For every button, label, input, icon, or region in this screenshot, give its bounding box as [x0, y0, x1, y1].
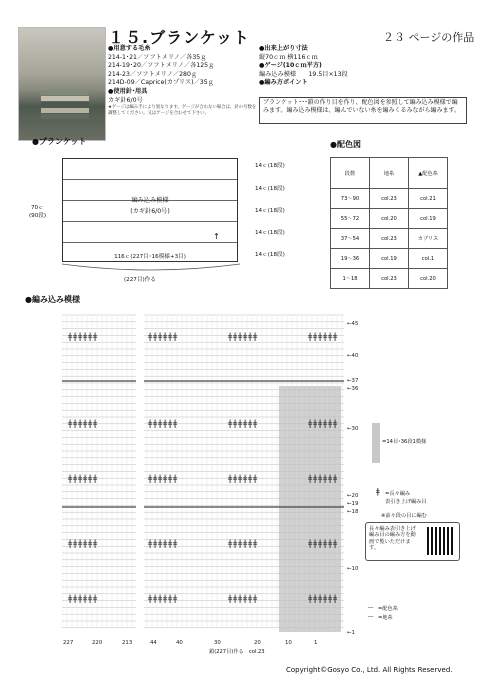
blanket-height: 70ｃ	[31, 205, 44, 211]
row-number: ←19	[347, 501, 359, 507]
blanket-pattern-label: 編み込み模様	[131, 197, 169, 204]
stitch-symbol: ǂ	[93, 474, 98, 484]
stitch-symbol: ǂ	[243, 332, 248, 342]
color-chart-heading: ●配色図	[330, 140, 361, 149]
stitch-symbol: ǂ	[248, 474, 253, 484]
stitch-symbol: ǂ	[83, 332, 88, 342]
blanket-height-rows: (90段)	[29, 213, 47, 219]
stitch-symbol: ǂ	[328, 539, 333, 549]
stitch-symbol: ǂ	[248, 419, 253, 429]
stitch-symbol: ǂ	[328, 594, 333, 604]
column-number: 30	[214, 640, 221, 646]
table-cell: col.23	[370, 229, 409, 249]
stitch-symbol: ǂ	[233, 419, 238, 429]
tree-icon: ▲	[418, 170, 423, 177]
stitch-symbol: ǂ	[83, 474, 88, 484]
stitch-symbol: ǂ	[158, 594, 163, 604]
stitch-symbol: ǂ	[73, 594, 78, 604]
table-header: 地糸	[370, 158, 409, 189]
stitch-symbol: ǂ	[318, 332, 323, 342]
row-number: ←10	[347, 566, 359, 572]
column-number: 213	[122, 640, 133, 646]
stitch-symbol: ǂ	[173, 474, 178, 484]
table-header: 段数	[331, 158, 370, 189]
stitch-symbol: ǂ	[308, 419, 313, 429]
stitch-symbol: ǂ	[83, 419, 88, 429]
stitch-symbol: ǂ	[78, 539, 83, 549]
row-label: 14ｃ(18段)	[255, 186, 285, 192]
stitch-symbol: ǂ	[78, 474, 83, 484]
stitch-symbol: ǂ	[253, 332, 258, 342]
stitch-symbol: ǂ	[323, 474, 328, 484]
row-number: ←20	[347, 493, 359, 499]
table-cell: col.19	[409, 209, 448, 229]
material-line: 214-1･21／ソフトメリノ／各35ｇ	[108, 53, 207, 61]
stitch-symbol: ǂ	[318, 594, 323, 604]
stitch-symbol: ǂ	[83, 594, 88, 604]
stitch-symbol: ǂ	[88, 419, 93, 429]
stitch-symbol: ǂ	[168, 474, 173, 484]
stitch-symbol: ǂ	[163, 332, 168, 342]
stitch-symbol: ǂ	[253, 539, 258, 549]
stitch-symbol: ǂ	[323, 419, 328, 429]
stitch-symbol: ǂ	[313, 539, 318, 549]
row-number: ←18	[347, 509, 359, 515]
stitch-symbol: ǂ	[318, 474, 323, 484]
stitch-symbol: ǂ	[78, 332, 83, 342]
stitch-symbol: ǂ	[173, 419, 178, 429]
table-cell: col.1	[409, 249, 448, 269]
repeat-swatch	[372, 423, 380, 463]
stitch-symbol: ǂ	[318, 539, 323, 549]
stitch-symbol: ǂ	[78, 594, 83, 604]
table-cell: 1〜18	[331, 269, 370, 289]
stitch-symbol: ǂ	[243, 474, 248, 484]
stitch-symbol: ǂ	[238, 474, 243, 484]
stitch-symbol: ǂ	[163, 474, 168, 484]
stitch-symbol: ǂ	[158, 332, 163, 342]
repeat-note: =14目･36段1模様	[382, 439, 427, 445]
column-number: 220	[92, 640, 103, 646]
stitch-symbol: ǂ	[238, 594, 243, 604]
row-number: ←37	[347, 378, 359, 384]
row-number: ←40	[347, 353, 359, 359]
column-number: 10	[285, 640, 292, 646]
stitch-symbol: ǂ	[78, 419, 83, 429]
stitch-symbol: ǂ	[323, 594, 328, 604]
copyright: Copyright©Gosyo Co., Ltd. All Rights Reserved.	[286, 666, 453, 674]
stitch-symbol: ǂ	[83, 539, 88, 549]
stitch-symbol: ǂ	[243, 594, 248, 604]
stitch-symbol: ǂ	[228, 594, 233, 604]
blanket-heading: ●ブランケット	[32, 137, 87, 146]
stitch-symbol: ǂ	[168, 332, 173, 342]
row-label: 14ｃ(18段)	[255, 252, 285, 258]
stitch-symbol: ǂ	[243, 419, 248, 429]
materials-heading: ●用意する毛糸	[108, 45, 151, 52]
stitch-symbol: ǂ	[253, 594, 258, 604]
stitch-note: 表引き上げ編み目	[385, 499, 427, 505]
material-line: 214D-09／Caprice(カプリス)／35ｇ	[108, 79, 214, 87]
stitch-symbol: ǂ	[248, 539, 253, 549]
table-cell: col.23	[370, 269, 409, 289]
tools-heading: ●使用針･用具	[108, 87, 148, 95]
row-label: 14ｃ(18段)	[255, 230, 285, 236]
pattern-start: 鎖(227目)作る col.23	[209, 649, 265, 655]
table-cell: col.19	[370, 249, 409, 269]
stitch-symbol: ǂ	[323, 332, 328, 342]
stitch-symbol: ǂ	[153, 332, 158, 342]
gauge-text: 編み込み模様 19.5目×13段	[259, 70, 348, 78]
stitch-symbol: ǂ	[148, 419, 153, 429]
stitch-symbol: ǂ	[248, 332, 253, 342]
stitch-symbol: ǂ	[308, 332, 313, 342]
stitch-symbol: ǂ	[333, 474, 338, 484]
table-cell: 19〜36	[331, 249, 370, 269]
stitch-symbol: ǂ	[93, 419, 98, 429]
stitch-symbol: ǂ	[308, 539, 313, 549]
table-cell: 73〜90	[331, 189, 370, 209]
stitch-symbol: ǂ	[328, 419, 333, 429]
stitch-symbol: ǂ	[308, 594, 313, 604]
legend-line-icon: ―	[368, 605, 374, 611]
stitch-symbol: ǂ	[233, 332, 238, 342]
stitch-symbol: ǂ	[148, 594, 153, 604]
stitch-symbol: ǂ	[163, 419, 168, 429]
stitch-symbol: ǂ	[173, 332, 178, 342]
row-number: ←36	[347, 386, 359, 392]
stitch-note: ※前々段の目に編む	[381, 513, 427, 519]
stitch-symbol: ǂ	[243, 539, 248, 549]
stitch-symbol: ǂ	[313, 594, 318, 604]
row-label: 14ｃ(18段)	[255, 163, 285, 169]
table-cell: col.20	[409, 269, 448, 289]
stitch-symbol: ǂ	[93, 594, 98, 604]
stitch-symbol: ǂ	[238, 332, 243, 342]
stitch-symbol: ǂ	[248, 594, 253, 604]
row-number: ←45	[347, 321, 359, 327]
legend-ground-icon: ―	[368, 614, 374, 620]
stitch-symbol: ǂ	[153, 594, 158, 604]
stitch-symbol: ǂ	[173, 594, 178, 604]
stitch-symbol: ǂ	[168, 539, 173, 549]
row-number: ←30	[347, 426, 359, 432]
stitch-symbol: ǂ	[148, 474, 153, 484]
tools-text: カギ針6/0号	[108, 96, 143, 104]
finish-size: 縦70ｃｍ 横116ｃｍ	[259, 53, 318, 61]
row-label: 14ｃ(18段)	[255, 208, 285, 214]
legend-color: =配色糸	[378, 606, 398, 612]
qr-code-icon[interactable]	[427, 527, 455, 555]
stitch-symbol: ǂ	[88, 539, 93, 549]
point-box: ブランケット･･･鎖の作り目を作り、配色図を参照して編み込み模様で編みます。編み込み模様は、編んでいない糸を編みくるみながら編みます。	[259, 97, 467, 124]
stitch-symbol: ǂ	[153, 474, 158, 484]
stitch-symbol: ǂ	[233, 539, 238, 549]
stitch-symbol: ǂ	[333, 419, 338, 429]
stitch-symbol: ǂ	[228, 474, 233, 484]
stitch-symbol: ǂ	[68, 594, 73, 604]
table-cell: 37〜54	[331, 229, 370, 249]
stitch-symbol: ǂ	[233, 474, 238, 484]
finish-heading: ●出来上がり寸法	[259, 45, 308, 52]
stitch-symbol: ǂ	[328, 332, 333, 342]
stitch-symbol: ǂ	[88, 474, 93, 484]
legend-ground: =地糸	[378, 615, 393, 621]
stitch-symbol: ǂ	[313, 332, 318, 342]
table-header: ▲配色糸	[409, 158, 448, 189]
direction-arrow-icon: ↑	[213, 232, 220, 241]
stitch-symbol-icon: ǂ	[376, 487, 380, 496]
stitch-symbol: ǂ	[68, 539, 73, 549]
blanket-start: (227目)作る	[124, 277, 156, 283]
material-line: 214-19･20／ソフトメリノ／各125ｇ	[108, 62, 215, 70]
stitch-symbol: ǂ	[318, 419, 323, 429]
stitch-symbol: ǂ	[153, 539, 158, 549]
stitch-symbol: ǂ	[158, 539, 163, 549]
stitch-symbol: ǂ	[158, 419, 163, 429]
stitch-symbol: ǂ	[313, 474, 318, 484]
stitch-symbol: ǂ	[228, 332, 233, 342]
stitch-symbol: ǂ	[308, 474, 313, 484]
stitch-symbol: ǂ	[233, 594, 238, 604]
stitch-symbol: ǂ	[163, 594, 168, 604]
stitch-symbol: ǂ	[68, 474, 73, 484]
table-cell: col.23	[370, 189, 409, 209]
stitch-symbol: ǂ	[148, 539, 153, 549]
stitch-symbol: ǂ	[73, 419, 78, 429]
stitch-symbol: ǂ	[153, 419, 158, 429]
stitch-symbol: ǂ	[68, 419, 73, 429]
stitch-symbol: ǂ	[333, 594, 338, 604]
pattern-heading: ●編み込み模様	[25, 295, 80, 304]
stitch-symbol: ǂ	[148, 332, 153, 342]
stitch-symbol: ǂ	[88, 594, 93, 604]
stitch-symbol: ǂ	[238, 419, 243, 429]
stitch-symbol: ǂ	[333, 332, 338, 342]
stitch-symbol: ǂ	[93, 332, 98, 342]
stitch-note: =長々編み	[385, 491, 411, 497]
table-cell: col.20	[370, 209, 409, 229]
row-number: ←1	[347, 630, 355, 636]
column-number: 40	[176, 640, 183, 646]
column-number: 20	[254, 640, 261, 646]
page-reference: ２３ ページの作品	[383, 31, 475, 44]
stitch-symbol: ǂ	[168, 419, 173, 429]
stitch-symbol: ǂ	[253, 474, 258, 484]
column-number: 44	[150, 640, 157, 646]
stitch-symbol: ǂ	[228, 419, 233, 429]
stitch-symbol: ǂ	[333, 539, 338, 549]
stitch-symbol: ǂ	[228, 539, 233, 549]
stitch-symbol: ǂ	[73, 474, 78, 484]
table-cell: col.21	[409, 189, 448, 209]
stitch-symbol: ǂ	[323, 539, 328, 549]
stitch-symbol: ǂ	[73, 332, 78, 342]
stitch-symbol: ǂ	[73, 539, 78, 549]
stitch-symbol: ǂ	[88, 332, 93, 342]
stitch-symbol: ǂ	[158, 474, 163, 484]
gauge-heading: ●ゲージ(10ｃｍ平方)	[259, 62, 322, 70]
blanket-width-label: 116ｃ(227目･16模様+3目)	[114, 254, 186, 260]
stitch-symbol: ǂ	[328, 474, 333, 484]
stitch-symbol: ǂ	[68, 332, 73, 342]
column-number: 227	[63, 640, 74, 646]
column-number: 1	[314, 640, 318, 646]
stitch-symbol: ǂ	[253, 419, 258, 429]
material-line: 214-23／ソフトメリノ／280ｇ	[108, 70, 198, 78]
stitch-symbol: ǂ	[238, 539, 243, 549]
stitch-symbol: ǂ	[93, 539, 98, 549]
page-title: １５.ブランケット	[108, 28, 250, 47]
stitch-symbol: ǂ	[173, 539, 178, 549]
qr-box	[365, 522, 460, 561]
table-cell: カプリス	[409, 229, 448, 249]
stitch-symbol: ǂ	[163, 539, 168, 549]
blanket-needle-label: (カギ針6/0号)	[130, 208, 170, 215]
point-heading: ●編み方ポイント	[259, 79, 308, 87]
table-cell: 55〜72	[331, 209, 370, 229]
stitch-symbol: ǂ	[313, 419, 318, 429]
stitch-symbol: ǂ	[168, 594, 173, 604]
qr-text: 長々編み表引き上げ編み目の編み方を動画で覧いただけます。	[369, 526, 416, 552]
gauge-note: ★ゲージは編み手により異なります。ゲージが合わない場合は、針の号数を調整してください。又はゲージを合わせて下さい。	[108, 105, 257, 116]
